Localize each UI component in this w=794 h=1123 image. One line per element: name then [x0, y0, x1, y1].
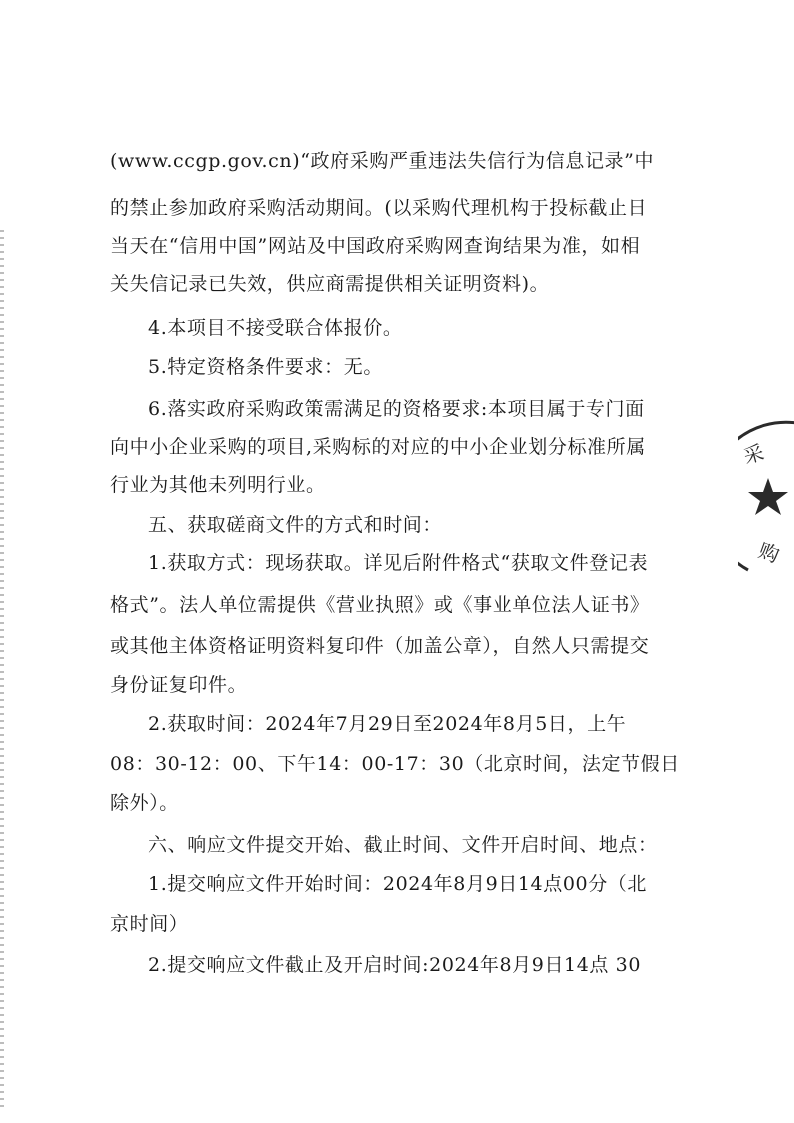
- text-line-20: 京时间）: [110, 913, 189, 935]
- text-line-13: 或其他主体资格证明资料复印件（加盖公章），自然人只需提交: [110, 635, 650, 657]
- svg-text:购: 购: [755, 538, 783, 568]
- text-line-2: 的禁止参加政府采购活动期间。(以采购代理机构于投标截止日: [110, 197, 648, 219]
- text-line-7: 6.落实政府采购政策需满足的资格要求:本项目属于专门面: [148, 398, 645, 420]
- section-heading-6: 六、响应文件提交开始、截止时间、文件开启时间、地点：: [148, 834, 658, 856]
- text-line-9: 行业为其他未列明行业。: [110, 474, 326, 496]
- svg-text:采: 采: [740, 439, 767, 469]
- scan-edge-artifact: [0, 230, 4, 1110]
- text-line-19: 1.提交响应文件开始时间：2024年8月9日14点00分（北: [148, 873, 648, 895]
- text-line-3: 当天在“信用中国”网站及中国政府采购网查询结果为准，如相: [110, 235, 641, 257]
- text-line-11: 1.获取方式：现场获取。详见后附件格式“获取文件登记表: [148, 552, 649, 574]
- text-line-15: 2.获取时间：2024年7月29日至2024年8月5日，上午: [148, 713, 627, 735]
- text-line-21: 2.提交响应文件截止及开启时间:2024年8月9日14点 30: [148, 954, 642, 976]
- section-heading-5: 五、获取磋商文件的方式和时间：: [148, 514, 443, 536]
- text-line-12: 格式”。法人单位需提供《营业执照》或《事业单位法人证书》: [110, 594, 650, 616]
- text-line-5: 4.本项目不接受联合体报价。: [148, 317, 403, 339]
- text-line-4: 关失信记录已失效，供应商需提供相关证明资料)。: [110, 273, 550, 295]
- text-line-17: 除外）。: [110, 792, 179, 814]
- text-line-16: 08：30-12：00、下午14：00-17：30（北京时间，法定节假日: [110, 753, 680, 775]
- text-line-8: 向中小企业采购的项目,采购标的对应的中小企业划分标准所属: [110, 436, 646, 458]
- text-line-14: 身份证复印件。: [110, 674, 248, 696]
- official-seal-stamp: [738, 420, 794, 580]
- text-line-6: 5.特定资格条件要求：无。: [148, 356, 383, 378]
- text-line-1: (www.ccgp.gov.cn)“政府采购严重违法失信行为信息记录”中: [110, 150, 655, 172]
